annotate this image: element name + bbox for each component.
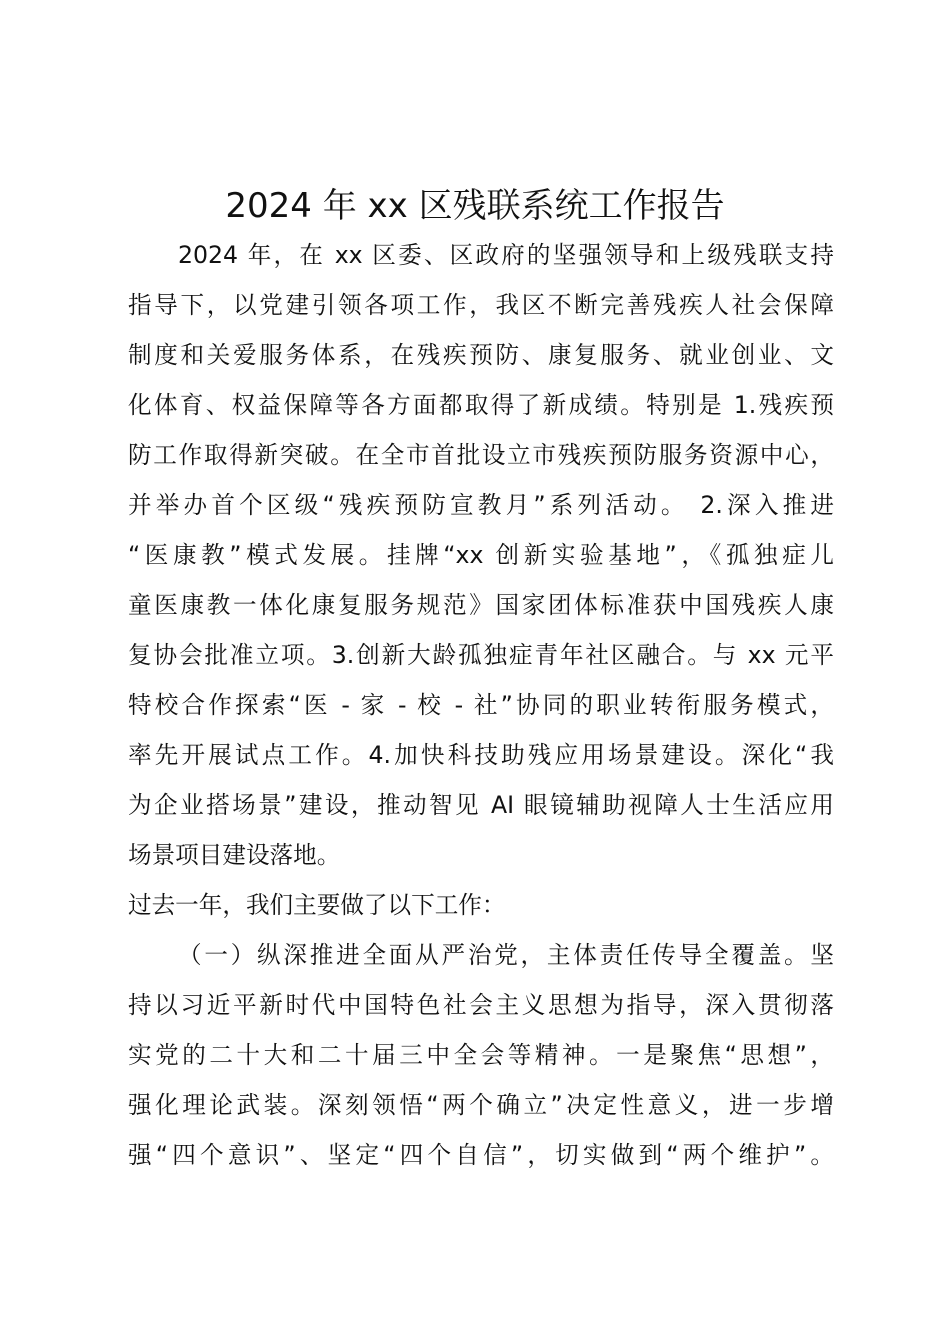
paragraph-3-line-2: 持以习近平新时代中国特色社会主义思想为指导，深入贯彻落 <box>128 991 834 1019</box>
paragraph-1-line-13: 场景项目建设落地。 <box>128 841 341 869</box>
paragraph-3-line-5: 强“四个意识”、坚定“四个自信”，切实做到“两个维护”。 <box>128 1141 834 1169</box>
paragraph-1-line-10: 特校合作探索“医 - 家 - 校 - 社”协同的职业转衔服务模式， <box>128 691 834 719</box>
paragraph-1-line-12: 为企业搭场景”建设，推动智见 AI 眼镜辅助视障人士生活应用 <box>128 791 834 819</box>
paragraph-1-line-6: 并举办首个区级“残疾预防宣教月”系列活动。 2.深入推进 <box>128 491 834 519</box>
paragraph-1-line-2: 指导下，以党建引领各项工作，我区不断完善残疾人社会保障 <box>128 291 834 319</box>
paragraph-2-line-1: 过去一年，我们主要做了以下工作： <box>128 891 506 919</box>
paragraph-3-line-3: 实党的二十大和二十届三中全会等精神。一是聚焦“思想”， <box>128 1041 834 1069</box>
paragraph-3-line-4: 强化理论武装。深刻领悟“两个确立”决定性意义，进一步增 <box>128 1091 834 1119</box>
paragraph-1-line-11: 率先开展试点工作。4.加快科技助残应用场景建设。深化“我 <box>128 741 834 769</box>
paragraph-1-line-4: 化体育、权益保障等各方面都取得了新成绩。特别是 1.残疾预 <box>128 391 834 419</box>
paragraph-1-line-5: 防工作取得新突破。在全市首批设立市残疾预防服务资源中心， <box>128 441 834 469</box>
paragraph-1-line-7: “医康教”模式发展。挂牌“xx 创新实验基地”，《孤独症儿 <box>128 541 834 569</box>
document-title: 2024 年 xx 区残联系统工作报告 <box>225 186 725 226</box>
paragraph-3-line-1: （一）纵深推进全面从严治党，主体责任传导全覆盖。坚 <box>178 941 834 969</box>
paragraph-1-line-3: 制度和关爱服务体系，在残疾预防、康复服务、就业创业、文 <box>128 341 834 369</box>
paragraph-1-line-9: 复协会批准立项。3.创新大龄孤独症青年社区融合。与 xx 元平 <box>128 641 834 669</box>
paragraph-1-line-1: 2024 年，在 xx 区委、区政府的坚强领导和上级残联支持 <box>178 241 834 269</box>
paragraph-1-line-8: 童医康教一体化康复服务规范》国家团体标准获中国残疾人康 <box>128 591 834 619</box>
